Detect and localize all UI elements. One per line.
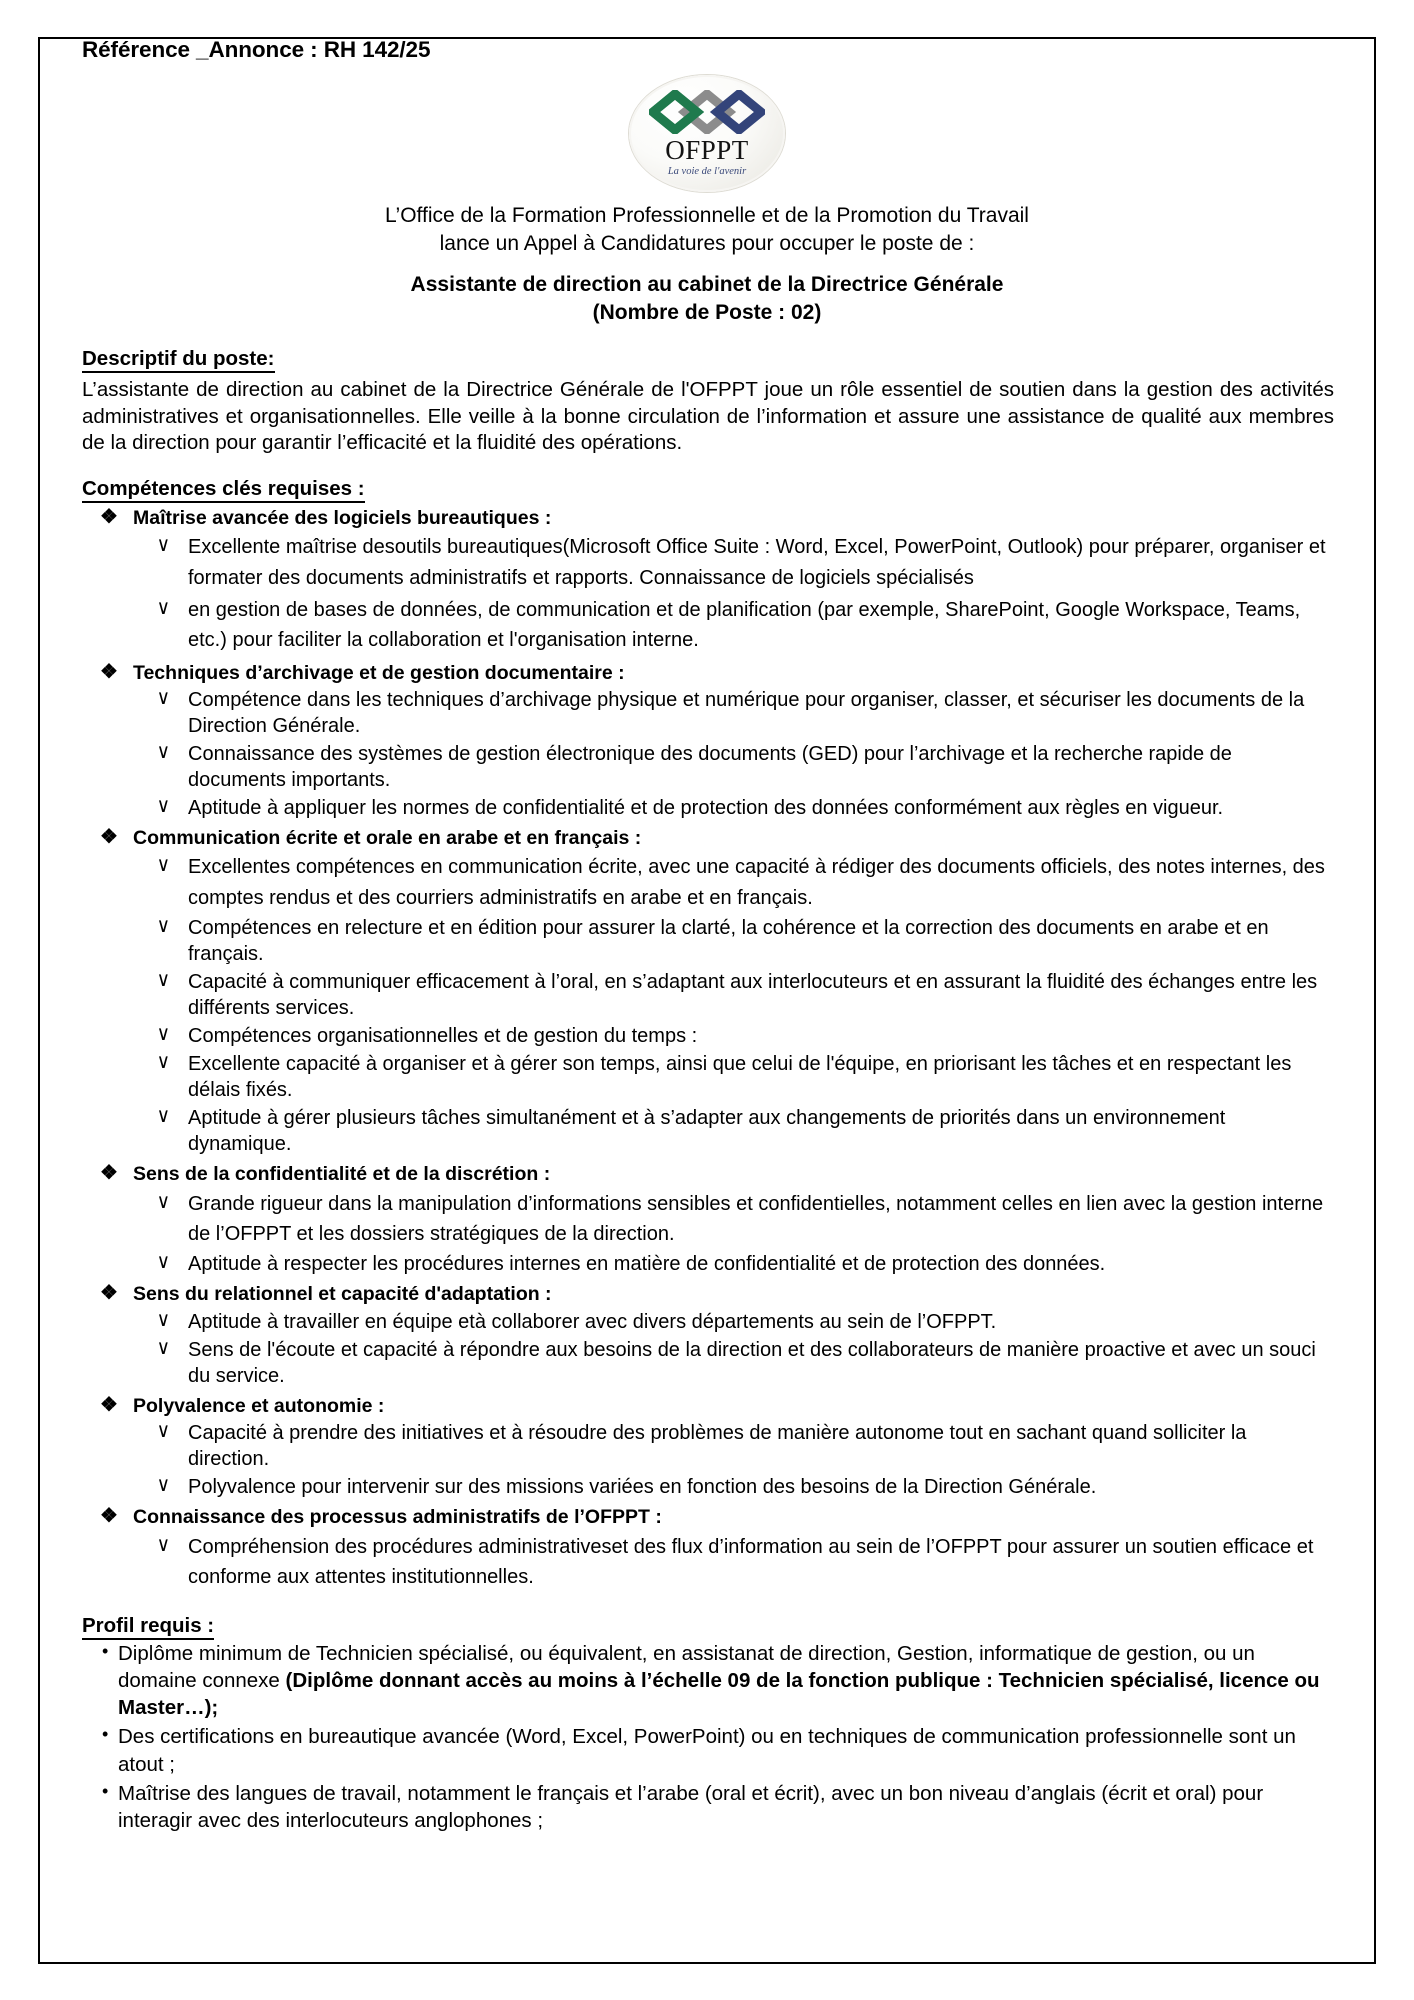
check-bullet-icon: ∨ xyxy=(156,1306,171,1331)
competence-sub-item-text: Excellente maîtrise desoutils bureautiques(Microsoft Office Suite : Word, Excel, PowerPoint, Outlook) pour préparer, organiser et formater des documents administratifs et rapports. Connaissance de logiciels spécialisés xyxy=(188,536,1326,589)
competence-sub-item xyxy=(78,852,1336,913)
dot-bullet-icon: • xyxy=(102,1641,109,1662)
check-bullet-icon: ∨ xyxy=(156,1188,171,1213)
competence-sub-item-text: Aptitude à travailler en équipe età collaborer avec divers départements au sein de l’OFPPT. xyxy=(188,1310,997,1333)
descriptif-heading xyxy=(78,347,1336,371)
document-content xyxy=(52,28,1362,1834)
diamond-bullet-icon: ❖ xyxy=(100,1393,118,1416)
profil-item-text: Des certifications en bureautique avancée (Word, Excel, PowerPoint) ou en techniques de communication professionnelle sont un atout ; xyxy=(118,1725,1296,1776)
competence-sub-item xyxy=(78,1306,1336,1335)
competence-sub-item-text: Aptitude à gérer plusieurs tâches simultanément et à s’adapter aux changements de priorités dans un environnement dynamique. xyxy=(188,1107,1226,1156)
job-title-line-1: Assistante de direction au cabinet de la Directrice Générale xyxy=(410,273,1004,297)
job-title-block xyxy=(78,271,1336,326)
profil-list xyxy=(78,1640,1336,1833)
competence-sub-item xyxy=(78,915,1336,967)
competence-sub-item-text: Polyvalence pour intervenir sur des missions variées en fonction des besoins de la Direction Générale. xyxy=(188,1476,1097,1499)
competence-sub-item-text: Aptitude à respecter les procédures internes en matière de confidentialité et de protection des données. xyxy=(188,1253,1106,1276)
reference-line: Référence _Annonce : RH 142/25 xyxy=(82,37,431,62)
competence-sub-item-text: Capacité à communiquer efficacement à l’oral, en s’adaptant aux interlocuteurs et en assurant la fluidité des échanges entre les différents services. xyxy=(188,971,1318,1020)
profil-list-item xyxy=(78,1780,1336,1834)
profil-list-item xyxy=(78,1723,1336,1777)
competence-sub-item xyxy=(78,1420,1336,1472)
competence-group xyxy=(78,826,1336,1157)
check-bullet-icon: ∨ xyxy=(156,913,171,938)
competence-sub-item-text: Excellentes compétences en communication écrite, avec une capacité à rédiger des documents officiels, des notes internes, des comptes rendus et des courriers administratifs en arabe et en français. xyxy=(188,856,1325,909)
competence-sub-item xyxy=(78,741,1336,793)
competence-group-title-text: Sens de la confidentialité et de la discrétion : xyxy=(133,1163,551,1186)
competence-sub-item xyxy=(78,1023,1336,1049)
competence-group-title xyxy=(78,1394,1336,1418)
check-bullet-icon: ∨ xyxy=(156,1418,171,1443)
check-bullet-icon: ∨ xyxy=(156,1049,171,1074)
competence-sub-item xyxy=(78,532,1336,593)
check-bullet-icon: ∨ xyxy=(156,852,171,877)
ofppt-logo xyxy=(629,75,785,192)
competence-sub-item xyxy=(78,1189,1336,1250)
competence-group-title xyxy=(78,826,1336,850)
competence-sub-item-text: Compétences organisationnelles et de gestion du temps : xyxy=(188,1025,698,1048)
competence-group-title xyxy=(78,661,1336,685)
diamond-bullet-icon: ❖ xyxy=(100,826,118,849)
intro-line-2: lance un Appel à Candidatures pour occuper le poste de : xyxy=(439,231,975,255)
competence-group xyxy=(78,1162,1336,1277)
competence-sub-item-text: Compétence dans les techniques d’archivage physique et numérique pour organiser, classer, et sécuriser les documents de la Direction Générale. xyxy=(188,689,1305,738)
competence-sub-item xyxy=(78,1474,1336,1500)
logo-wordmark: OFPPT xyxy=(665,134,749,165)
competence-sub-item xyxy=(78,795,1336,821)
competence-group-title-text: Techniques d’archivage et de gestion documentaire : xyxy=(133,661,625,684)
competence-sub-item-text: Capacité à prendre des initiatives et à résoudre des problèmes de manière autonome tout en sachant quand solliciter la direction. xyxy=(188,1422,1247,1471)
job-title-line-2: (Nombre de Poste : 02) xyxy=(592,301,822,325)
competence-sub-item-text: Excellente capacité à organiser et à gérer son temps, ainsi que celui de l'équipe, en priorisant les tâches et en respectant les délais fixés. xyxy=(188,1053,1292,1102)
diamond-bullet-icon: ❖ xyxy=(100,660,118,683)
check-bullet-icon: ∨ xyxy=(156,1249,171,1274)
diamond-bullet-icon: ❖ xyxy=(100,1282,118,1305)
check-bullet-icon: ∨ xyxy=(156,685,171,710)
competence-sub-item xyxy=(78,1051,1336,1103)
profil-heading-text: Profil requis : xyxy=(82,1614,214,1640)
competence-sub-item-text: Aptitude à appliquer les normes de confidentialité et de protection des données conformément aux règles en vigueur. xyxy=(188,797,1224,820)
competence-sub-item xyxy=(78,1105,1336,1157)
competence-sub-item-text: Grande rigueur dans la manipulation d’informations sensibles et confidentielles, notamment celles en lien avec la gestion interne de l’OFPPT et les dossiers stratégiques de la direction. xyxy=(188,1192,1324,1246)
competence-group-title-text: Polyvalence et autonomie : xyxy=(133,1394,385,1417)
check-bullet-icon: ∨ xyxy=(156,739,171,764)
dot-bullet-icon: • xyxy=(102,1780,109,1801)
check-bullet-icon: ∨ xyxy=(156,1334,171,1359)
competence-group xyxy=(78,1394,1336,1500)
competence-sub-item xyxy=(78,969,1336,1021)
competence-sub-item-text: Compréhension des procédures administrativeset des flux d’information au sein de l’OFPPT pour assurer un soutien efficace et conforme aux attentes institutionnelles. xyxy=(188,1535,1314,1588)
competence-sub-item-text: Compétences en relecture et en édition pour assurer la clarté, la cohérence et la correction des documents en arabe et en français. xyxy=(188,917,1269,966)
competences-heading xyxy=(78,477,1336,501)
competence-group-title xyxy=(78,1505,1336,1529)
logo-tagline: La voie de l'avenir xyxy=(667,165,747,177)
check-bullet-icon: ∨ xyxy=(156,967,171,992)
competence-group-title-text: Communication écrite et orale en arabe et en français : xyxy=(133,827,642,850)
check-bullet-icon: ∨ xyxy=(156,1103,171,1128)
competence-group xyxy=(78,1282,1336,1388)
competence-sub-item xyxy=(78,1334,1336,1389)
competence-group xyxy=(78,1505,1336,1592)
competence-group-title-text: Maîtrise avancée des logiciels bureautiques : xyxy=(133,506,552,529)
competence-sub-item-text: Connaissance des systèmes de gestion électronique des documents (GED) pour l’archivage et la recherche rapide de documents importants. xyxy=(188,743,1232,792)
competence-sub-item-text: Sens de l'écoute et capacité à répondre aux besoins de la direction et des collaborateurs de manière proactive et avec un souci du service. xyxy=(188,1338,1316,1387)
profil-item-text: Maîtrise des langues de travail, notamment le français et l’arabe (oral et écrit), avec un bon niveau d’anglais (écrit et oral) pour interagir avec des interlocuteurs anglophones ; xyxy=(118,1781,1264,1832)
competence-sub-item-text: en gestion de bases de données, de communication et de planification (par exemple, SharePoint, Google Workspace, Teams, etc.) pour faciliter la collaboration et l'organisation interne. xyxy=(188,598,1301,652)
check-bullet-icon: ∨ xyxy=(156,1021,171,1046)
profil-item-text: Diplôme minimum de Technicien spécialisé, ou équivalent, en assistanat de direction, Gestion, informatique de gestion, ou un domaine connexe xyxy=(118,1642,1255,1693)
competence-group-title-text: Connaissance des processus administratifs de l’OFPPT : xyxy=(133,1506,662,1529)
intro-line-1: L’Office de la Formation Professionnelle et de la Promotion du Travail xyxy=(385,204,1029,227)
descriptif-heading-text: Descriptif du poste: xyxy=(82,347,275,373)
competences-heading-text: Compétences clés requises : xyxy=(82,477,365,503)
profil-heading xyxy=(78,1614,1336,1638)
check-bullet-icon: ∨ xyxy=(156,793,171,818)
descriptif-paragraph: L’assistante de direction au cabinet de la Directrice Générale de l'OFPPT joue un rôle essentiel de soutien dans la gestion des activités administratives et organisationnelles. Elle veille à la bonne circulation de l’information et assure une assistance de qualité aux membres de la direction pour garantir l’efficacité et la fluidité des opérations. xyxy=(82,377,1334,455)
check-bullet-icon: ∨ xyxy=(156,532,171,557)
competence-sub-item xyxy=(78,1251,1336,1277)
diamond-bullet-icon: ❖ xyxy=(100,1162,118,1185)
check-bullet-icon: ∨ xyxy=(156,594,171,619)
competence-group-title xyxy=(78,506,1336,530)
competence-group xyxy=(78,506,1336,656)
check-bullet-icon: ∨ xyxy=(156,1531,171,1556)
diamond-bullet-icon: ❖ xyxy=(100,505,118,528)
competence-sub-item xyxy=(78,687,1336,739)
diamond-bullet-icon: ❖ xyxy=(100,1505,118,1528)
competence-group xyxy=(78,661,1336,821)
competence-group-title-text: Sens du relationnel et capacité d'adaptation : xyxy=(133,1283,552,1306)
profil-item-emphasis: (Diplôme donnant accès au moins à l’échelle 09 de la fonction publique : Technicien spécialisé, licence ou Master…); xyxy=(118,1669,1320,1720)
intro-block xyxy=(78,202,1336,257)
competence-sub-item xyxy=(78,1532,1336,1593)
competence-sub-item xyxy=(78,595,1336,656)
dot-bullet-icon: • xyxy=(102,1724,109,1745)
check-bullet-icon: ∨ xyxy=(156,1472,171,1497)
logo-container xyxy=(78,75,1336,192)
profil-list-item xyxy=(78,1640,1336,1721)
ofppt-diamonds-icon xyxy=(649,90,765,134)
competence-group-title xyxy=(78,1282,1336,1306)
competences-list xyxy=(78,506,1336,1593)
competence-group-title xyxy=(78,1162,1336,1186)
